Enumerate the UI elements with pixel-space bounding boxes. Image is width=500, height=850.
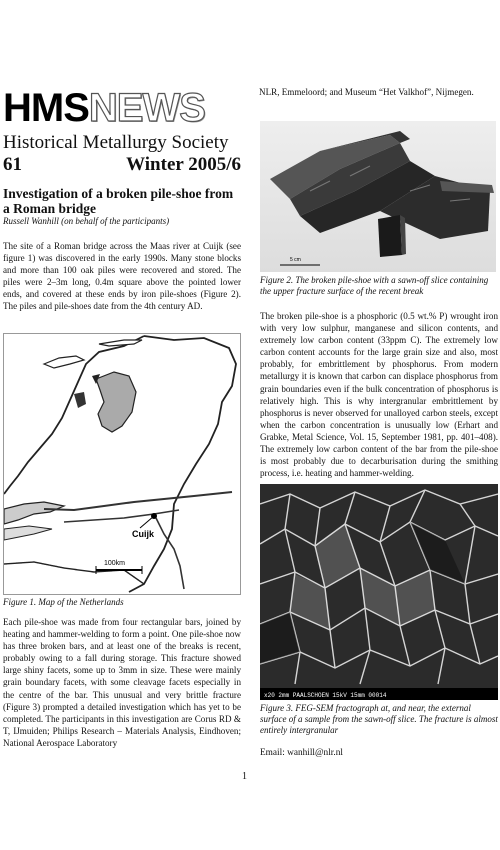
contact-email: Email: wanhill@nlr.nl xyxy=(260,748,343,758)
logo-news: NEWS xyxy=(88,86,205,130)
pile-shoe-photo xyxy=(260,121,496,272)
paragraph-continuation: NLR, Emmeloord; and Museum “Het Valkhof”, Nijmegen. xyxy=(259,87,474,97)
photo-scale-label: 5 cm xyxy=(290,257,301,263)
netherlands-map xyxy=(4,334,240,594)
society-name: Historical Metallurgy Society xyxy=(3,132,229,153)
figure3-caption: Figure 3. FEG-SEM fractograph at, and near, the external surface of a sample from the sawn-off slice. The fracture is almost entirely intergranular xyxy=(260,703,498,735)
paragraph-analysis: The broken pile-shoe is a phosphoric (0.5 wt.% P) wrought iron with very low sulphur, manganese and silicon contents, and extremely low carbon content (33ppm C). The extremely low carbon content accounts for the large grain size and also, most probably, for embrittlement by phosphorus. From modern metallurgy it is known that carbon can displace phosphorus from grain boundaries even if the bulk concentration of phosphorus is relatively high. This is why intergranular embrittlement by phosphorus is never observed for unalloyed carbon steels, except when the carbon concentration is unusually low (Erhart and Grabke, Metal Science, Vol. 15, September 1981, pp. 401–408). The extremely low carbon content of the bar from the pile-shoe is most probably due to decarburisation during the smithing process, i.e. heating and hammer-welding. xyxy=(260,311,498,479)
paragraph-pile-shoe: Each pile-shoe was made from four rectangular bars, joined by heating and hammer-welding to form a point. One pile-shoe now has three broken bars, and at least one of the breaks is recent, probably owing to a fall during storage. This fracture showed large shiny facets, some up to 3mm in size. These were mainly grain boundary facets, with some cleavage facets especially in the centre of the bar. This unusual and very brittle fracture (Figure 3) prompted a detailed investigation which has yet to be completed. The participants in this investigation are Corus RD & T, IJmuiden; Philips Research – Materials Analysis, Eindhoven; National Aerospace Laboratory xyxy=(3,617,241,748)
map-label-cuijk: Cuijk xyxy=(132,529,155,539)
paragraph-intro: The site of a Roman bridge across the Maas river at Cuijk (see figure 1) was discovered in the early 1990s. Many stone blocks and more than 100 oak piles were recovered and stored. The piles were 2–3m long, 0.4m square above the pointed lower ends, and covered at these ends by iron pile-shoes (Figure 2). The piles and pile-shoes date from the 4th century AD. xyxy=(3,241,241,312)
figure1-caption: Figure 1. Map of the Netherlands xyxy=(3,597,124,607)
sem-fractograph xyxy=(260,484,498,700)
article-byline: Russell Wanhill (on behalf of the participants) xyxy=(3,216,170,226)
page-number: 1 xyxy=(242,771,247,782)
issue-date: Winter 2005/6 xyxy=(126,154,241,175)
logo-hms: HMS xyxy=(3,86,89,130)
article-title: Investigation of a broken pile-shoe from a Roman bridge xyxy=(3,186,234,216)
sem-info-bar: x20 2mm PAALSCHOEN 15kV 15mm 00014 xyxy=(264,692,387,699)
map-figure xyxy=(3,333,241,595)
masthead-logo xyxy=(3,88,243,128)
figure2-caption: Figure 2. The broken pile-shoe with a sawn-off slice containing the upper fracture surface of the recent break xyxy=(260,275,489,296)
issue-number: 61 xyxy=(3,154,22,175)
map-scale-label: 100km xyxy=(104,560,126,567)
